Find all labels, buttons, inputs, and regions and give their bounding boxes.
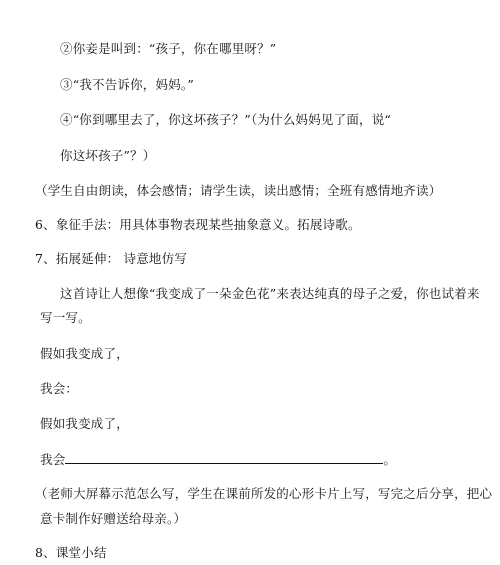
poem-line-4-suffix: 。 [383, 452, 397, 467]
imitation-prompt-continued: 写一写。 [40, 310, 91, 325]
section-6-heading: 6、象征手法：用具体事物表现某些抽象意义。拓展诗歌。 [35, 217, 361, 232]
reading-instruction: （学生自由朗读，体会感情；请学生读，读出感情；全班有感情地齐读） [35, 183, 442, 198]
section-7-heading: 7、拓展延伸： 诗意地仿写 [35, 251, 188, 266]
poem-line-1: 假如我变成了， [40, 346, 129, 361]
section-8-heading: 8、课堂小结 [35, 545, 107, 560]
imitation-prompt: 这首诗让人想像“我变成了一朵金色花”来表达纯真的母子之爱，你也试着来 [60, 286, 480, 301]
dialogue-line-3: ③“我不告诉你，妈妈。” [60, 77, 194, 92]
dialogue-line-4: ④“你到哪里去了，你这坏孩子？”（为什么妈妈见了面，说“ [60, 112, 392, 127]
dialogue-line-2: ②你妾是叫到：“孩子，你在哪里呀？” [60, 41, 277, 56]
poem-line-2: 我会： [40, 381, 79, 396]
poem-line-4-prefix: 我会 [40, 452, 66, 467]
poem-line-4 [40, 451, 396, 468]
teacher-instruction: （老师大屏幕示范怎么写，学生在课前所发的心形卡片上写，写完之后分享，把心 [35, 486, 493, 501]
poem-line-3: 假如我变成了， [40, 416, 129, 431]
teacher-instruction-continued: 意卡制作好赠送给母亲。） [40, 511, 187, 526]
dialogue-line-4-continued: 你这坏孩子”？） [60, 148, 156, 163]
fill-in-blank [65, 451, 383, 464]
